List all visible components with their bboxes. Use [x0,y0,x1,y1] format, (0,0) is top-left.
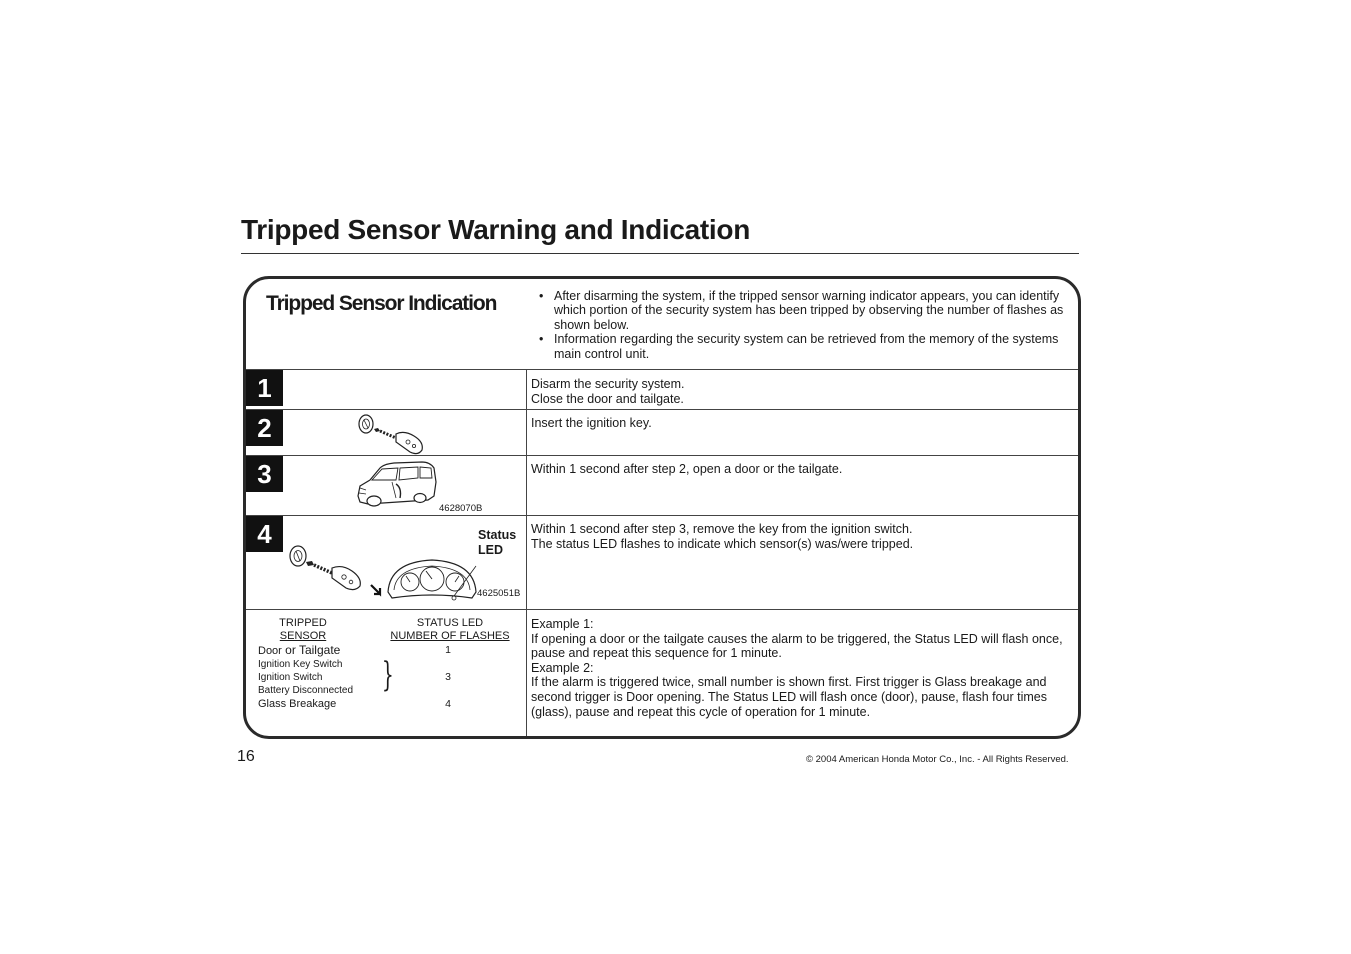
sensor-name: Ignition Key Switch [258,659,343,670]
page-title: Tripped Sensor Warning and Indication [241,214,751,245]
bullet-dot: • [539,289,544,303]
figure-code: 4628070B [439,503,483,514]
sensor-name: Ignition Switch [258,672,323,683]
flash-count: 4 [445,698,451,710]
instruction-panel [243,276,1081,739]
copyright-notice: © 2004 American Honda Motor Co., Inc. - All Rights Reserved. [806,754,1069,765]
ignition-key-icon [356,412,426,456]
step-row-2 [246,409,1078,456]
sensor-name: Glass Breakage [258,698,337,710]
page-number: 16 [237,748,255,765]
flash-count: 3 [445,671,451,683]
step-row-1 [246,369,1078,410]
sensor-row [246,609,1078,737]
sensor-name: Battery Disconnected [258,685,354,696]
sensor-flash-table [246,610,526,737]
step-instructions: Within 1 second after step 3, remove the key from the ignition switch. The status LED flashes to indicate which sensor(s) was/were tripped. [526,516,1078,610]
minivan-illustration [354,458,438,514]
step-row-4 [246,515,1078,610]
sensor-name: Door or Tailgate [258,643,341,657]
examples-text: Example 1: If opening a door or the tailgate causes the alarm to be triggered, the Status LED will flash once, pause and repeat this sequence for 1 minute. Example 2: If the alarm is triggered twice, small number is shown first. First trigger is Glass breakage and second trigger is Door opening. The Status LED will flash once (door), pause, flash four times (glass), pause and repeat this cycle of operation for 1 minute. [526,610,1078,737]
title-rule [241,253,1079,254]
step-number-badge: 1 [246,370,283,406]
status-led-label: Status LED [478,528,517,557]
instrument-cluster-illustration [384,552,480,604]
step-number-badge: 3 [246,456,283,492]
flash-count: 1 [445,644,451,656]
step-instructions: Disarm the security system. Close the door and tailgate. [526,370,1078,410]
header-row [246,279,1078,369]
step-number-badge: 4 [246,516,283,552]
step-number-badge: 2 [246,410,283,446]
ignition-key-icon [288,544,368,592]
arrow-icon [370,584,382,596]
step-instructions: Insert the ignition key. [526,410,1078,456]
section-title: Tripped Sensor Indication [266,292,497,315]
bullet-item: • After disarming the system, if the tripped sensor warning indicator appears, you can identify which portion of the security system has been tripped by observing the number of flashes as shown below. [539,289,1064,332]
bullet-item: • Information regarding the security system can be retrieved from the memory of the systems main control unit. [539,332,1059,361]
step-row-3 [246,455,1078,516]
figure-code: 4625051B [477,588,521,599]
bullet-dot: • [539,332,544,347]
step-instructions: Within 1 second after step 2, open a door or the tailgate. [526,456,1078,516]
group-brace: } [381,655,394,695]
info-bullets [536,289,1064,361]
sensor-column-header: TRIPPED SENSOR [279,617,327,642]
flashes-column-header: STATUS LED NUMBER OF FLASHES [390,617,510,642]
